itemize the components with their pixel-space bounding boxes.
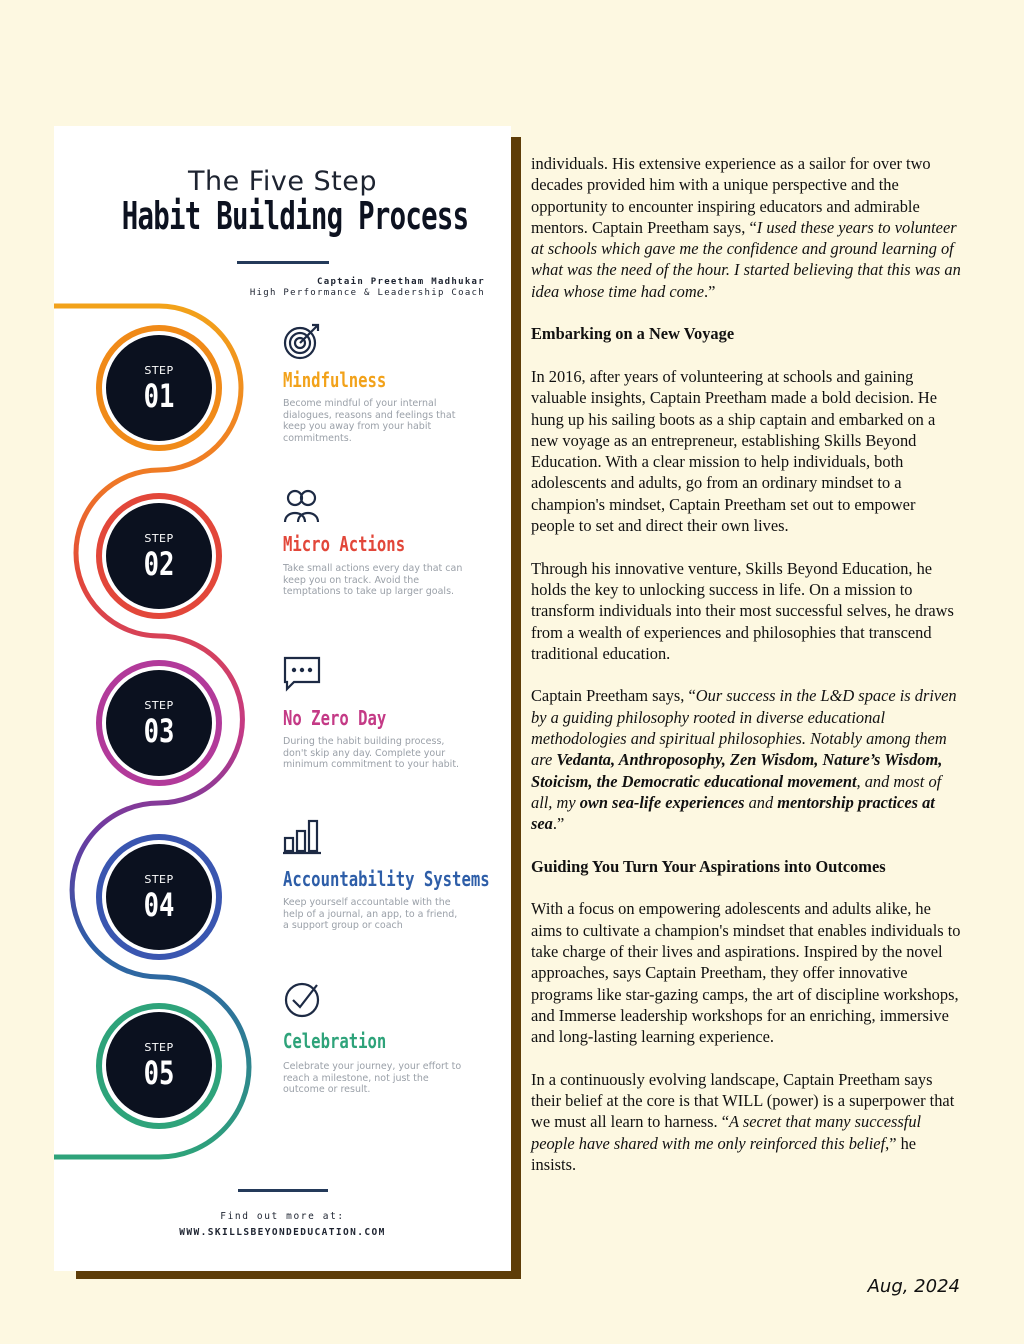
step-label: STEP xyxy=(144,532,174,545)
step-2-description: Take small actions every day that can keep you on track. Avoid the temptations to take up larger goals. xyxy=(283,563,463,597)
issue-date: Aug, 2024 xyxy=(867,1276,960,1297)
people-icon xyxy=(282,486,322,526)
paragraph: individuals. His extensive experience as a sailor for over two decades provided him with a unique perspective and the opportunity to encounter inspiring educators and admirable mentors. Captain Preetham says, “I used these years to volunteer at schools which gave me the confidence and ground learning of what was the need of the hour. I started believing that this was an idea whose time had come.” xyxy=(531,154,961,301)
step-number: 01 xyxy=(143,377,175,415)
step-5-description: Celebrate your journey, your effort to reach a milestone, not just the outcome or result. xyxy=(283,1061,462,1095)
author-name: Captain Preetham Madhukar xyxy=(317,277,485,287)
check-circle-icon xyxy=(282,979,322,1019)
step-5-badge xyxy=(106,1012,212,1118)
section-heading: Embarking on a New Voyage xyxy=(531,324,735,344)
step-label: STEP xyxy=(144,1041,174,1054)
step-2-title: Micro Actions xyxy=(283,532,406,556)
title-divider xyxy=(237,261,329,264)
paragraph: Through his innovative venture, Skills Beyond Education, he holds the key to unlocking success in life. On a mission to transform individuals into their most successful selves, he draws from a wealth of experiences and philosophies that transcend traditional education. xyxy=(531,558,954,663)
target-icon xyxy=(282,321,322,361)
footer-divider xyxy=(238,1189,328,1192)
step-number: 05 xyxy=(143,1054,175,1092)
step-2-badge xyxy=(106,503,212,609)
step-number: 03 xyxy=(143,712,175,750)
step-label: STEP xyxy=(144,364,174,377)
step-label: STEP xyxy=(144,873,174,886)
author-block xyxy=(250,277,485,299)
paragraph: With a focus on empowering adolescents and adults alike, he aims to cultivate a champion's mindset that enables individuals to take charge of their lives and aspirations. Inspired by the novel approaches, says Captain Preetham, they offer innovative programs like star-gazing camps, the art of discipline workshops, and Immerse leadership workshops for an enriching, immersive and long-lasting learning experience. xyxy=(531,899,961,1047)
paragraph: In a continuously evolving landscape, Captain Preetham says their belief at the core is that WILL (power) is a superpower that we must all learn to harness. “A secret that many successful people have shared with me only reinforced this belief,” he insists. xyxy=(531,1069,955,1174)
paragraph: Captain Preetham says, “Our success in the L&D space is driven by a guiding philosophy rooted in diverse educational methodologies and spiritual philosophies. Notably among them are Vedanta, Anthroposophy, Zen Wisdom, Nature’s Wisdom, Stoicism, the Democratic educational movement, and most of all, my own sea-life experiences and mentorship practices at sea.” xyxy=(531,686,957,834)
infographic-title-line2: Habit Building Process xyxy=(121,194,469,238)
step-label: STEP xyxy=(144,699,174,712)
habit-infographic xyxy=(54,126,511,1271)
step-1-title: Mindfulness xyxy=(283,368,387,392)
article-body xyxy=(531,153,963,1197)
paragraph: In 2016, after years of volunteering at schools and gaining valuable insights, Captain Preetham made a bold decision. He hung up his sailing boots as a ship captain and embarked on a new voyage as an entrepreneur, establishing Skills Beyond Education. With a clear mission to help individuals, both adolescents and adults, go from an ordinary mindset to a champion's mindset, Captain Preetham set out to empower people to set and direct their own lives. xyxy=(531,366,938,536)
bar-chart-icon xyxy=(282,816,322,856)
step-3-description: During the habit building process, don't skip any day. Complete your minimum commitment to your habit. xyxy=(283,736,460,770)
step-3-badge xyxy=(106,670,212,776)
step-1-description: Become mindful of your internal dialogues, reasons and feelings that keep you away from your habit commitments. xyxy=(283,398,456,444)
find-out-more-label: Find out more at: xyxy=(220,1211,345,1222)
step-4-title: Accountability Systems xyxy=(283,867,490,891)
step-3-title: No Zero Day xyxy=(283,706,387,730)
step-4-badge xyxy=(106,844,212,950)
website-url[interactable]: WWW.SKILLSBEYONDEDUCATION.COM xyxy=(179,1227,386,1238)
step-number: 02 xyxy=(143,545,175,583)
step-4-description: Keep yourself accountable with the help of a journal, an app, to a friend, a support group or coach xyxy=(283,897,458,931)
step-1-badge xyxy=(106,335,212,441)
author-role: High Performance & Leadership Coach xyxy=(249,288,485,298)
step-5-title: Celebration xyxy=(283,1029,387,1053)
chat-bubble-icon xyxy=(282,654,322,694)
step-number: 04 xyxy=(143,886,175,924)
section-heading: Guiding You Turn Your Aspirations into Outcomes xyxy=(531,856,886,876)
infographic-title-line1: The Five Step xyxy=(187,166,377,197)
